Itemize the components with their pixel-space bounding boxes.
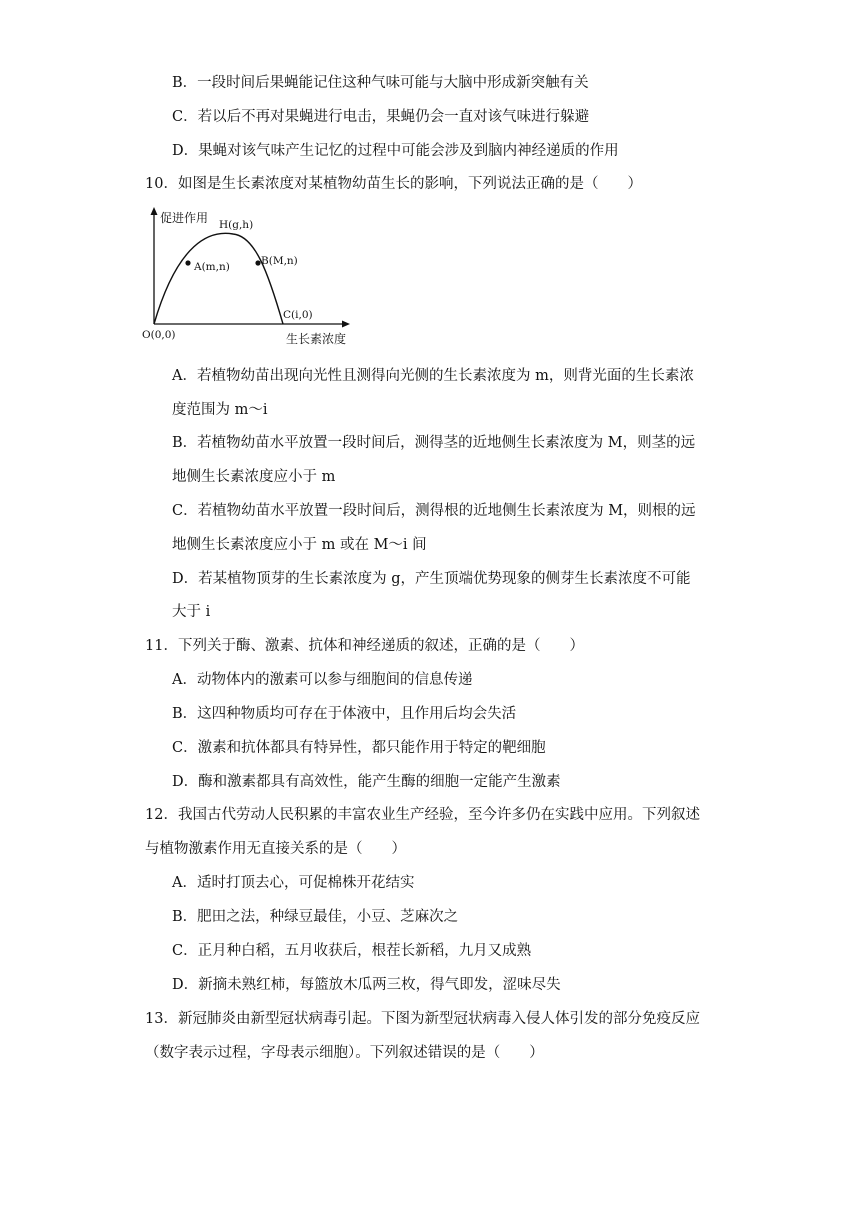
q12-option-b: B．肥田之法，种绿豆最佳，小豆、芝麻次之 <box>172 909 459 925</box>
q10-option-b-line2: 地侧生长素浓度应小于 m <box>172 469 336 485</box>
q10-stem: 10．如图是生长素浓度对某植物幼苗生长的影响，下列说法正确的是（ ） <box>145 176 642 192</box>
x-axis-arrow <box>342 321 350 328</box>
q11-option-c: C．激素和抗体都具有特异性，都只能作用于特定的靶细胞 <box>172 740 546 756</box>
growth-curve <box>154 233 283 324</box>
point-a <box>185 260 190 265</box>
label-a: A(m,n) <box>194 261 230 273</box>
q11-option-a: A．动物体内的激素可以参与细胞间的信息传递 <box>172 672 473 688</box>
label-c: C(i,0) <box>283 309 313 321</box>
q9-option-c: C．若以后不再对果蝇进行电击，果蝇仍会一直对该气味进行躲避 <box>172 109 590 125</box>
q11-option-b: B．这四种物质均可存在于体液中，且作用后均会失活 <box>172 706 517 722</box>
q13-stem-line1: 13．新冠肺炎由新型冠状病毒引起。下图为新型冠状病毒入侵人体引发的部分免疫反应 <box>145 1011 700 1027</box>
y-axis-arrow <box>151 207 158 215</box>
q10-option-a-line1: A．若植物幼苗出现向光性且测得向光侧的生长素浓度为 m，则背光面的生长素浓 <box>172 368 694 384</box>
q10-option-b-line1: B．若植物幼苗水平放置一段时间后，测得茎的近地侧生长素浓度为 M，则茎的远 <box>172 435 696 451</box>
q11-option-d: D．酶和激素都具有高效性，能产生酶的细胞一定能产生激素 <box>172 774 561 790</box>
y-axis-label: 促进作用 <box>160 211 209 225</box>
q11-stem: 11．下列关于酶、激素、抗体和神经递质的叙述，正确的是（ ） <box>145 638 584 654</box>
q12-option-a: A．适时打顶去心，可促棉株开花结实 <box>172 875 415 891</box>
point-b <box>255 260 260 265</box>
q10-option-d-line1: D．若某植物顶芽的生长素浓度为 g，产生顶端优势现象的侧芽生长素浓度不可能 <box>172 571 691 587</box>
q10-option-c-line1: C．若植物幼苗水平放置一段时间后，测得根的近地侧生长素浓度为 M，则根的远 <box>172 503 696 519</box>
label-h: H(g,h) <box>219 219 254 231</box>
q13-stem-line2: （数字表示过程，字母表示细胞）。下列叙述错误的是（ ） <box>145 1045 544 1061</box>
q9-option-b: B．一段时间后果蝇能记住这种气味可能与大脑中形成新突触有关 <box>172 75 589 91</box>
q12-option-c: C．正月种白稻，五月收获后，根茬长新稻，九月又成熟 <box>172 943 532 959</box>
label-o: O(0,0) <box>142 329 176 341</box>
label-b: B(M,n) <box>261 255 298 267</box>
q12-option-d: D．新摘未熟红柿，每篮放木瓜两三枚，得气即发，涩味尽失 <box>172 977 561 993</box>
q10-option-a-line2: 度范围为 m～i <box>172 402 268 418</box>
q12-stem-line2: 与植物激素作用无直接关系的是（ ） <box>145 841 406 857</box>
q9-option-d: D．果蝇对该气味产生记忆的过程中可能会涉及到脑内神经递质的作用 <box>172 143 619 159</box>
q10-option-d-line2: 大于 i <box>172 604 211 620</box>
auxin-growth-graph <box>140 202 370 352</box>
x-axis-label: 生长素浓度 <box>286 332 347 346</box>
q12-stem-line1: 12．我国古代劳动人民积累的丰富农业生产经验，至今许多仍在实践中应用。下列叙述 <box>145 807 700 823</box>
q10-option-c-line2: 地侧生长素浓度应小于 m 或在 M～i 间 <box>172 537 427 553</box>
